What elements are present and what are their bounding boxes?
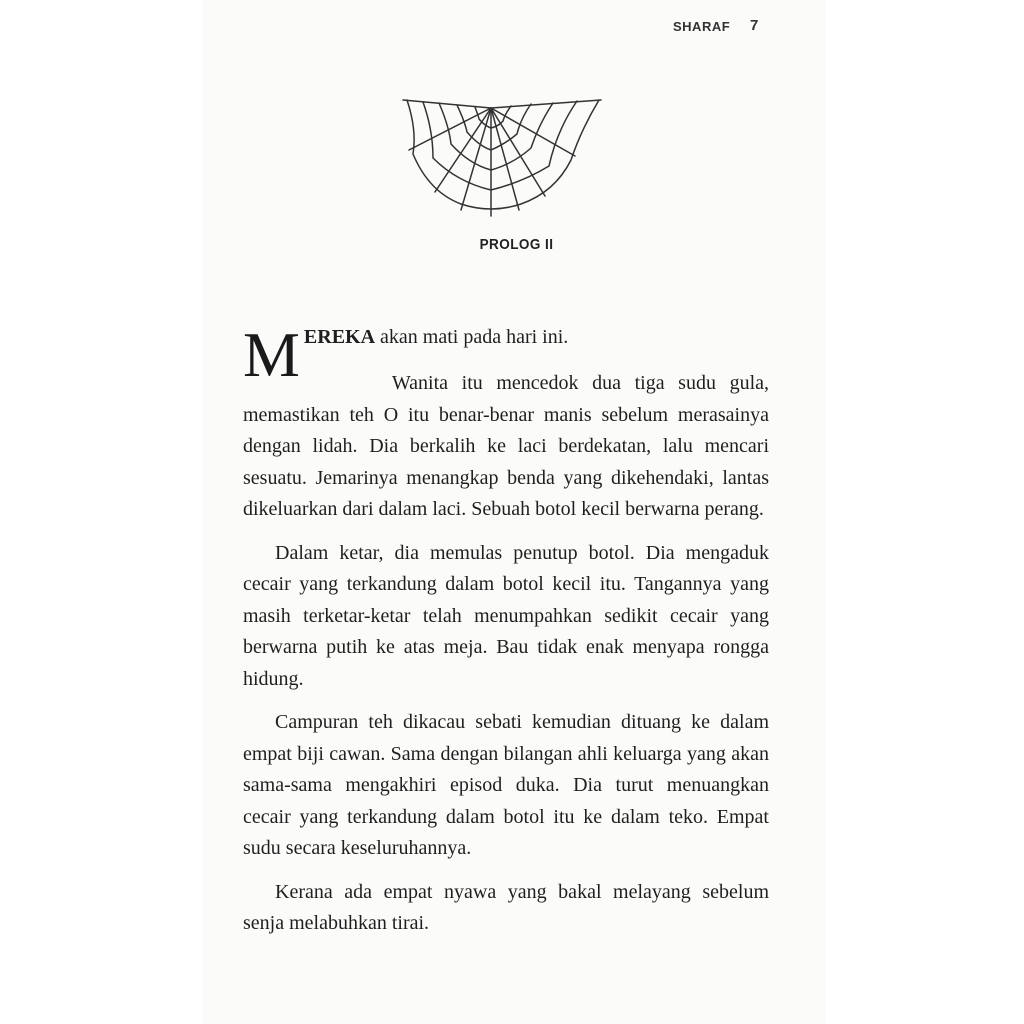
page-number: 7 [750, 17, 759, 34]
chapter-title: PROLOG II [479, 236, 554, 253]
paragraph-4: Kerana ada empat nyawa yang bakal melayang sebelum senja melabuhkan tirai. [243, 880, 769, 934]
body-text [243, 319, 769, 940]
lead-sentence: akan mati pada hari ini. [375, 326, 569, 348]
paragraph-3: Campuran teh dikacau sebati kemudian dituang ke dalam empat biji cawan. Sama dengan bilangan ahli keluarga yang akan sama-sama mengakhiri episod duka. Dia turut menuangkan cecair yang terkandung dalam botol itu ke dalam teko. Empat sudu secara keseluruhannya. [243, 711, 769, 859]
running-title: SHARAF [673, 19, 731, 34]
paragraph-2: Dalam ketar, dia memulas penutup botol. Dia mengaduk cecair yang terkandung dalam botol kecil itu. Tangannya yang masih terketar-ketar telah menumpahkan sedikit cecair yang berwarna putih ke atas meja. Bau tidak enak menyapa rongga hidung. [243, 541, 769, 690]
paragraph-1: Wanita itu mencedok dua tiga sudu gula, memastikan teh O itu benar-benar manis sebelum merasainya dengan lidah. Dia berkalih ke laci berdekatan, lalu mencari sesuatu. Jemarinya menangkap benda yang dikehendaki, lantas dikeluarkan dari dalam laci. Sebuah botol kecil berwarna perang. [243, 372, 769, 520]
spider-web-icon [395, 96, 607, 220]
drop-cap: M [243, 319, 300, 390]
lead-word: EREKA [303, 326, 376, 348]
opening-line [243, 319, 769, 390]
